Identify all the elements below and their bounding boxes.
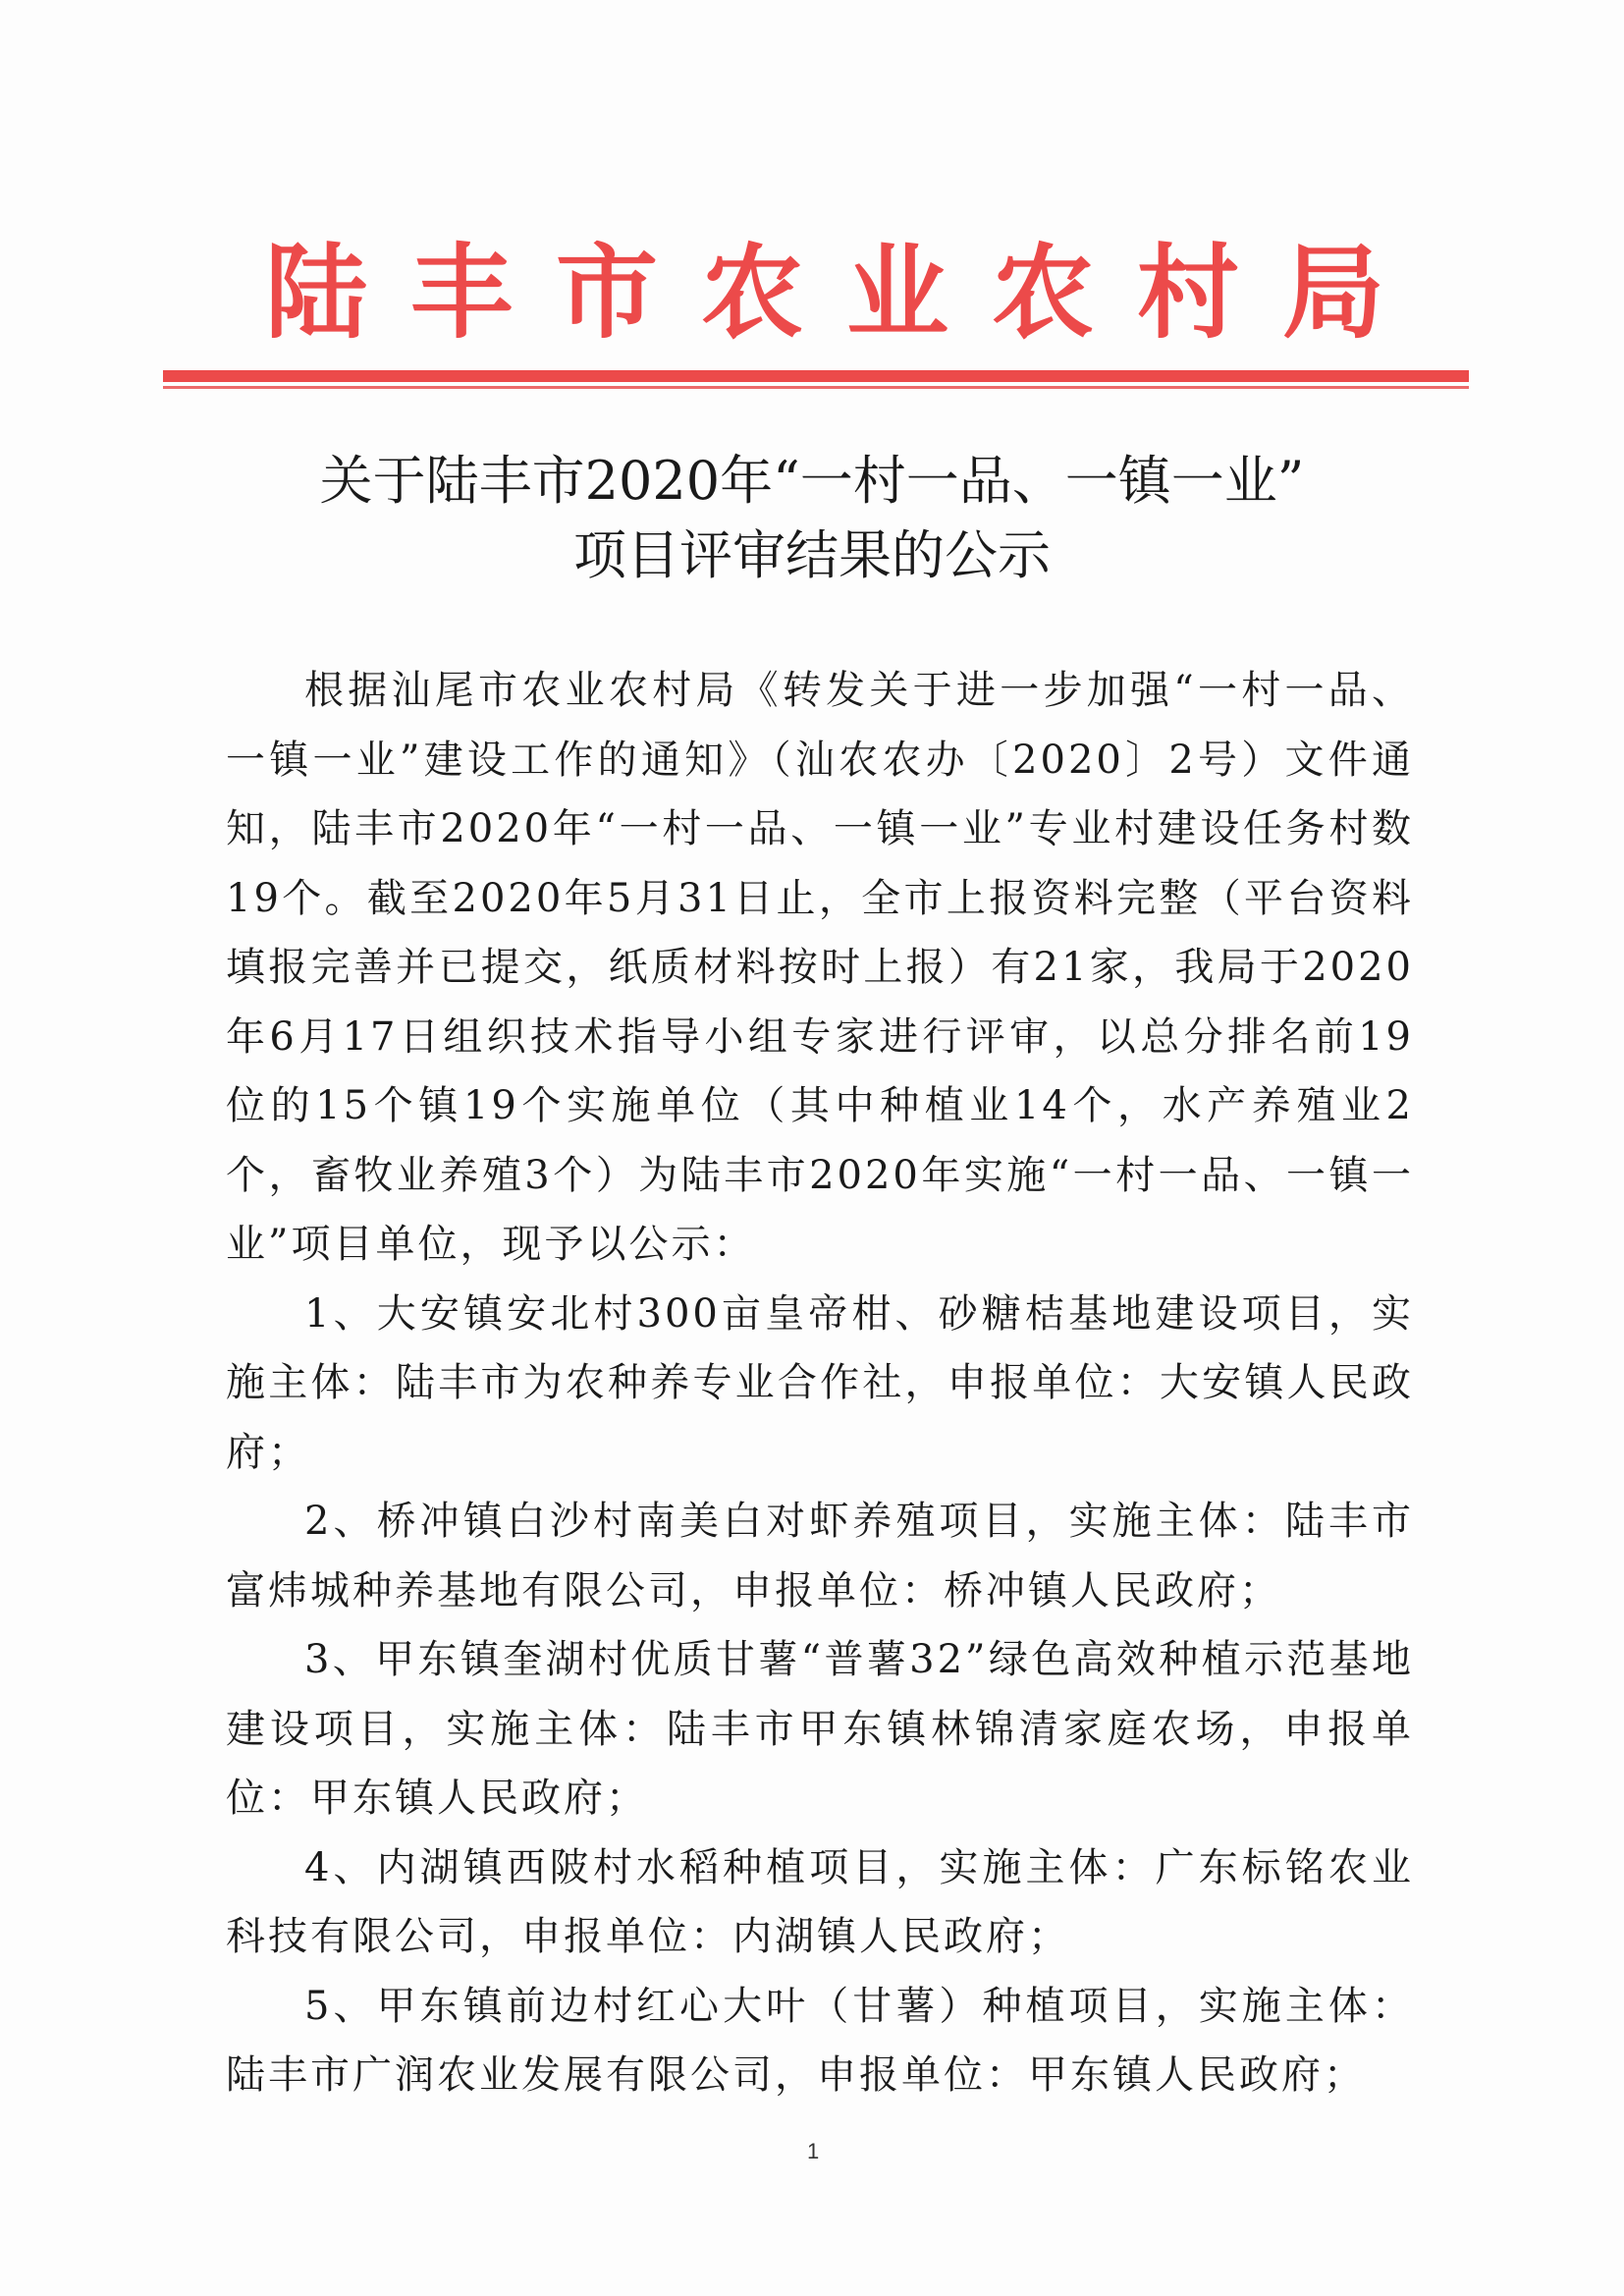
intro-paragraph: 根据汕尾市农业农村局《转发关于进一步加强“一村一品、一镇一业”建设工作的通知》（汕农农办〔2020〕2号）文件通知，陆丰市2020年“一村一品、一镇一业”专业村建设任务村数19个。截至2020年5月31日止，全市上报资料完整（平台资料填报完善并已提交，纸质材料按时上报）有21家，我局于2020年6月17日组织技术指导小组专家进行评审，以总分排名前19位的15个镇19个实施单位（其中种植业14个，水产养殖业2个，畜牧业养殖3个）为陆丰市2020年实施“一村一品、一镇一业”项目单位，现予以公示：	[226, 668, 1414, 1267]
document-title-line-1: 关于陆丰市2020年“一村一品、一镇一业”	[319, 450, 1305, 512]
project-item: 2、桥冲镇白沙村南美白对虾养殖项目，实施主体：陆丰市富炜城种养基地有限公司，申报单位：桥冲镇人民政府；	[226, 1499, 1414, 1613]
project-item: 4、内湖镇西陂村水稻种植项目，实施主体：广东标铭农业科技有限公司，申报单位：内湖镇人民政府；	[226, 1844, 1414, 1959]
page-number: 1	[807, 2139, 820, 2163]
project-item: 5、甲东镇前边村红心大叶（甘薯）种植项目，实施主体：陆丰市广润农业发展有限公司，申报单位：甲东镇人民政府；	[226, 1983, 1414, 2098]
letterhead-red-rule-thin	[163, 386, 1469, 389]
document-title	[157, 444, 1467, 593]
document-title-line-2: 项目评审结果的公示	[573, 524, 1051, 586]
document-body	[226, 656, 1414, 2110]
project-item: 1、大安镇安北村300亩皇帝柑、砂糖桔基地建设项目，实施主体：陆丰市为农种养专业合作社，申报单位：大安镇人民政府；	[226, 1290, 1414, 1475]
project-item: 3、甲东镇奎湖村优质甘薯“普薯32”绿色高效种植示范基地建设项目，实施主体：陆丰市甲东镇林锦清家庭农场，申报单位：甲东镇人民政府；	[226, 1637, 1414, 1821]
letterhead-agency-name: 陆丰市农业农村局	[265, 233, 1429, 353]
letterhead-red-rule	[163, 370, 1469, 382]
